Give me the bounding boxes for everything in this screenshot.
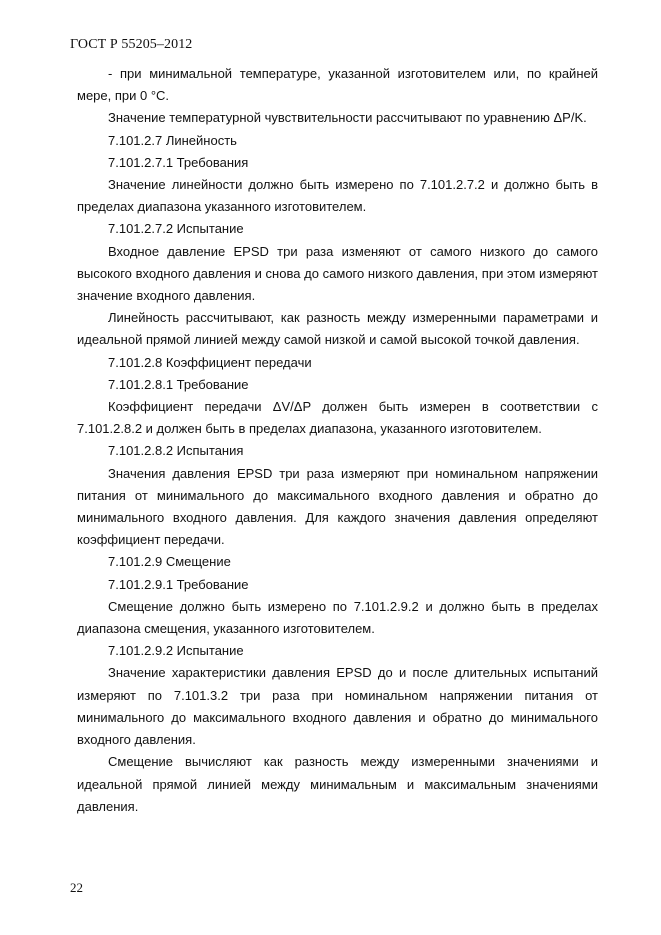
section-heading: 7.101.2.8.2 Испытания xyxy=(108,443,244,459)
section-heading: 7.101.2.9 Смещение xyxy=(108,554,231,570)
document-header: ГОСТ Р 55205–2012 xyxy=(70,37,193,52)
section-heading: 7.101.2.9.1 Требование xyxy=(108,576,249,592)
paragraph: Смещение должно быть измерено по 7.101.2.9.2 и должно быть в пределах диапазона смещения, указанного изготовителем. xyxy=(77,598,598,637)
paragraph: Коэффициент передачи ΔV/ΔP должен быть измерен в соответствии с 7.101.2.8.2 и должен быть в пределах диапазона, указанного изготовителем. xyxy=(77,399,598,437)
paragraph: - при минимальной температуре, указанной изготовителем или, по крайней мере, при 0 °С. xyxy=(77,66,598,104)
paragraph: Значение температурной чувствительности рассчитывают по уравнению ΔP/K. xyxy=(108,110,587,126)
section-heading: 7.101.2.7 Линейность xyxy=(108,132,237,148)
section-heading: 7.101.2.9.2 Испытание xyxy=(108,643,244,659)
section-heading: 7.101.2.8.1 Требование xyxy=(108,376,249,392)
page-number: 22 xyxy=(70,880,83,895)
section-heading: 7.101.2.7.1 Требования xyxy=(108,154,249,170)
document-body xyxy=(77,63,598,818)
section-heading: 7.101.2.7.2 Испытание xyxy=(108,221,244,237)
paragraph: Линейность рассчитывают, как разность между измеренными параметрами и идеальной прямой линией между самой низкой и самой высокой точкой давления. xyxy=(77,310,598,348)
paragraph: Значения давления EPSD три раза измеряют при номинальном напряжении питания от минимального до максимального входного давления и обратно до минимального входного давления. Для каждого значения давления определяют коэффициент передачи. xyxy=(77,465,598,548)
paragraph: Смещение вычисляют как разность между измеренными значениями и идеальной прямой линией между минимальным и максимальным значениями давления. xyxy=(77,754,598,814)
paragraph: Значение характеристики давления EPSD до и после длительных испытаний измеряют по 7.101.3.2 три раза при номинальном напряжении питания от минимального до максимального входного давления и обратно до минимального входного давления. xyxy=(77,665,598,748)
section-heading: 7.101.2.8 Коэффициент передачи xyxy=(108,354,312,370)
paragraph: Значение линейности должно быть измерено по 7.101.2.7.2 и должно быть в пределах диапазона указанного изготовителем. xyxy=(77,177,598,215)
paragraph: Входное давление EPSD три раза изменяют от самого низкого до самого высокого входного давления и снова до самого низкого давления, при этом измеряют значение входного давления. xyxy=(77,243,598,304)
